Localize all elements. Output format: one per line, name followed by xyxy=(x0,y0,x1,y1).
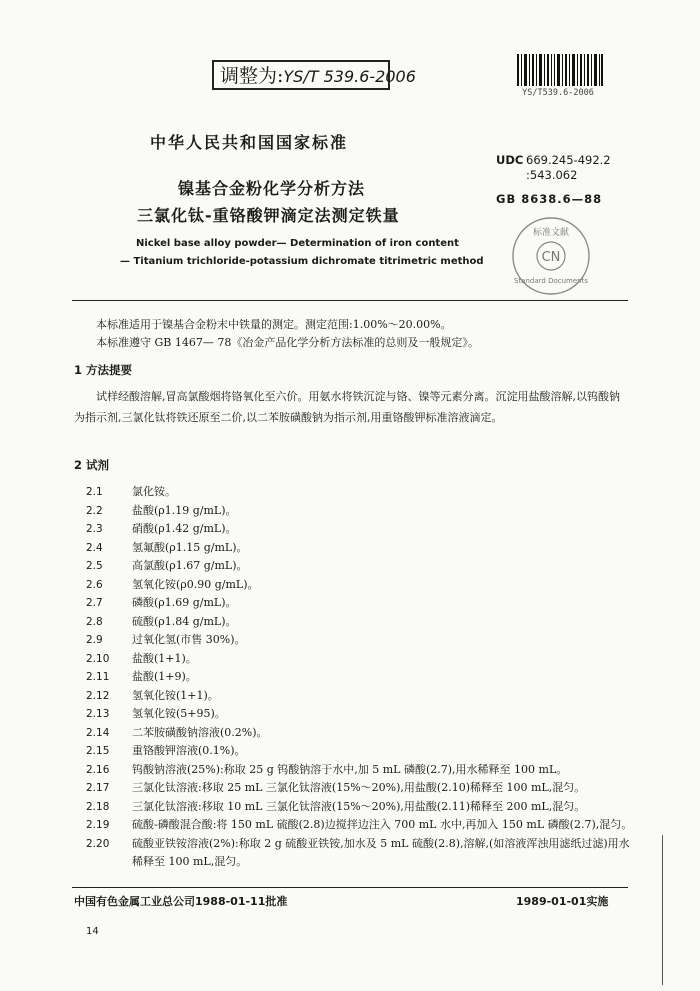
reagent-text: 过氧化氢(市售 30%)。 xyxy=(132,633,246,646)
reagent-item xyxy=(74,483,634,502)
reagent-number: 2.9 xyxy=(86,634,103,646)
reagent-text: 盐酸(1+9)。 xyxy=(132,670,197,683)
reagent-item xyxy=(74,502,634,521)
reagent-item xyxy=(74,816,634,835)
english-title-line-2: — Titanium trichloride-potassium dichromate titrimetric method xyxy=(120,256,484,267)
reagent-item xyxy=(74,742,634,761)
reagent-text: 氯化铵。 xyxy=(132,485,176,498)
barcode-icon xyxy=(517,54,603,86)
reagent-item xyxy=(74,594,634,613)
seal-bottom-text: Standard Documents xyxy=(514,277,588,285)
header-divider xyxy=(72,300,628,301)
standard-documents-seal xyxy=(510,215,592,297)
stamp-handwritten-code: YS/T 539.6-2006 xyxy=(283,67,416,86)
reagent-number: 2.8 xyxy=(86,615,103,628)
intro-paragraph-2: 本标准遵守 GB 1467— 78《冶金产品化学分析方法标准的总则及一般规定》。 xyxy=(96,336,479,349)
reagent-text: 硝酸(ρ1.42 g/mL)。 xyxy=(132,522,237,535)
seal-center-text: CN xyxy=(541,250,561,265)
reagent-text: 硫酸(ρ1.84 g/mL)。 xyxy=(132,614,237,628)
reagent-list xyxy=(74,483,634,871)
reagent-item xyxy=(74,557,634,576)
reagent-text: 氢氧化铵(ρ0.90 g/mL)。 xyxy=(132,577,259,591)
reagent-item xyxy=(74,613,634,632)
approval-line: 中国有色金属工业总公司1988-01-11批准 xyxy=(74,895,288,908)
reagent-text: 三氯化钛溶液:移取 10 mL 三氯化钛溶液(15%～20%),用盐酸(2.11)稀释至 200 mL,混匀。 xyxy=(132,799,586,813)
reagent-item xyxy=(74,798,634,817)
reagent-number: 2.6 xyxy=(86,578,103,591)
reagent-text: 盐酸(ρ1.19 g/mL)。 xyxy=(132,503,237,517)
reagent-text: 高氯酸(ρ1.67 g/mL)。 xyxy=(132,559,248,572)
reagent-item xyxy=(74,668,634,687)
english-title-line-1: Nickel base alloy powder— Determination of iron content xyxy=(136,238,459,249)
reagent-number: 2.12 xyxy=(86,689,110,702)
reagent-text: 盐酸(1+1)。 xyxy=(132,651,197,665)
reagent-text: 三氯化钛溶液:移取 25 mL 三氯化钛溶液(15%～20%),用盐酸(2.10)稀释至 100 mL,混匀。 xyxy=(132,781,586,794)
reagent-number: 2.20 xyxy=(86,837,110,850)
reagent-text: 氢氧化铵(1+1)。 xyxy=(132,688,219,702)
reagent-text: 二苯胺磺酸钠溶液(0.2%)。 xyxy=(132,725,268,739)
reagent-number: 2.16 xyxy=(86,763,110,776)
seal-top-text: 标准文献 xyxy=(532,228,570,238)
reagent-number: 2.13 xyxy=(86,708,110,720)
reagent-number: 2.5 xyxy=(86,560,103,572)
section-1-text: 试样经酸溶解,冒高氯酸烟将铬氧化至六价。用氨水将铁沉淀与铬、镍等元素分离。沉淀用盐酸溶解,以钨酸钠为指示剂,三氯化钛将铁还原至二价,以二苯胺磺酸钠为指示剂,用重铬酸钾标准溶液滴定。 xyxy=(74,390,620,424)
reagent-number: 2.18 xyxy=(86,800,110,813)
reagent-number: 2.7 xyxy=(86,597,103,609)
implementation-date: 1989-01-01实施 xyxy=(516,895,609,908)
udc-value-continued: :543.062 xyxy=(526,168,578,182)
revision-stamp xyxy=(212,60,416,90)
reagent-item xyxy=(74,779,634,798)
reagent-item xyxy=(74,687,634,706)
intro-paragraph-1: 本标准适用于镍基合金粉末中铁量的测定。测定范围:1.00%～20.00%。 xyxy=(96,318,452,331)
reagent-item xyxy=(74,724,634,743)
reagent-number: 2.19 xyxy=(86,819,110,831)
section-1-heading: 1 方法提要 xyxy=(74,363,133,377)
scan-artifact-line xyxy=(662,835,663,985)
reagent-item xyxy=(74,705,634,724)
reagent-item xyxy=(74,576,634,595)
section-2-heading: 2 试剂 xyxy=(74,458,110,472)
reagent-number: 2.3 xyxy=(86,523,103,535)
reagent-text: 氢氟酸(ρ1.15 g/mL)。 xyxy=(132,540,248,554)
reagent-number: 2.11 xyxy=(86,671,110,683)
reagent-number: 2.14 xyxy=(86,726,110,739)
reagent-text: 硫酸-磷酸混合酸:将 150 mL 硫酸(2.8)边搅拌边注入 700 mL 水中,再加入 150 mL 磷酸(2.7),混匀。 xyxy=(132,818,633,831)
reagent-item xyxy=(74,520,634,539)
udc-value: 669.245-492.2 xyxy=(526,153,611,167)
title-line-1: 镍基合金粉化学分析方法 xyxy=(178,179,366,198)
udc-label: UDC xyxy=(496,153,524,167)
reagent-item xyxy=(74,761,634,780)
title-line-2: 三氯化钛-重铬酸钾滴定法测定铁量 xyxy=(137,206,400,225)
barcode-text: YS/T539.6-2006 xyxy=(522,88,594,98)
reagent-number: 2.15 xyxy=(86,745,110,757)
reagent-item xyxy=(74,650,634,669)
reagent-number: 2.4 xyxy=(86,541,103,554)
stamp-prefix: 调整为: xyxy=(220,65,284,87)
reagent-number: 2.17 xyxy=(86,782,110,794)
reagent-item xyxy=(74,539,634,558)
reagent-text: 磷酸(ρ1.69 g/mL)。 xyxy=(132,596,237,609)
reagent-text: 钨酸钠溶液(25%):称取 25 g 钨酸钠溶于水中,加 5 mL 磷酸(2.7),用水稀释至 100 mL。 xyxy=(132,762,568,776)
reagent-text: 硫酸亚铁铵溶液(2%):称取 2 g 硫酸亚铁铵,加水及 5 mL 硫酸(2.8),溶解,(如溶液浑浊用滤纸过滤)用水稀释至 100 mL,混匀。 xyxy=(132,836,630,868)
reagent-number: 2.2 xyxy=(86,504,103,517)
reagent-item xyxy=(74,835,634,871)
reagent-number: 2.1 xyxy=(86,486,103,498)
page-number: 14 xyxy=(86,926,99,937)
reagent-number: 2.10 xyxy=(86,652,110,665)
national-standard-heading: 中华人民共和国国家标准 xyxy=(150,133,349,152)
reagent-item xyxy=(74,631,634,650)
gb-number: GB 8638.6—88 xyxy=(496,192,603,206)
reagent-text: 重铬酸钾溶液(0.1%)。 xyxy=(132,744,246,757)
footer-divider xyxy=(72,887,628,888)
reagent-text: 氢氧化铵(5+95)。 xyxy=(132,707,226,720)
